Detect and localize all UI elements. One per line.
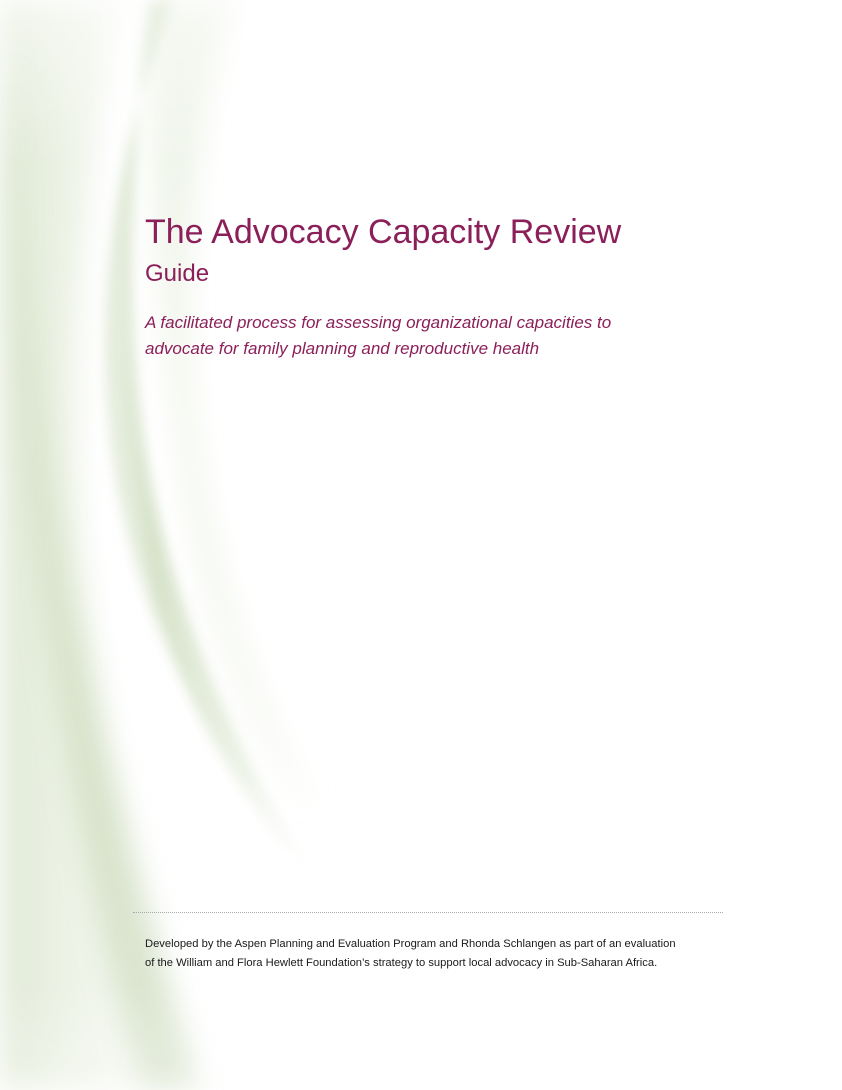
document-subtitle: Guide	[145, 260, 210, 287]
credit-statement	[145, 935, 745, 973]
document-tagline	[145, 310, 745, 362]
tagline-line: advocate for family planning and reproductive health	[145, 339, 540, 358]
document-title: The Advocacy Capacity Review	[145, 213, 622, 251]
credit-line: Developed by the Aspen Planning and Evaluation Program and Rhonda Schlangen as part of an evaluation	[145, 938, 676, 950]
credit-line: of the William and Flora Hewlett Foundation’s strategy to support local advocacy in Sub-Saharan Africa.	[145, 957, 658, 969]
dotted-divider	[133, 912, 723, 913]
tagline-line: A facilitated process for assessing organizational capacities to	[145, 313, 612, 332]
